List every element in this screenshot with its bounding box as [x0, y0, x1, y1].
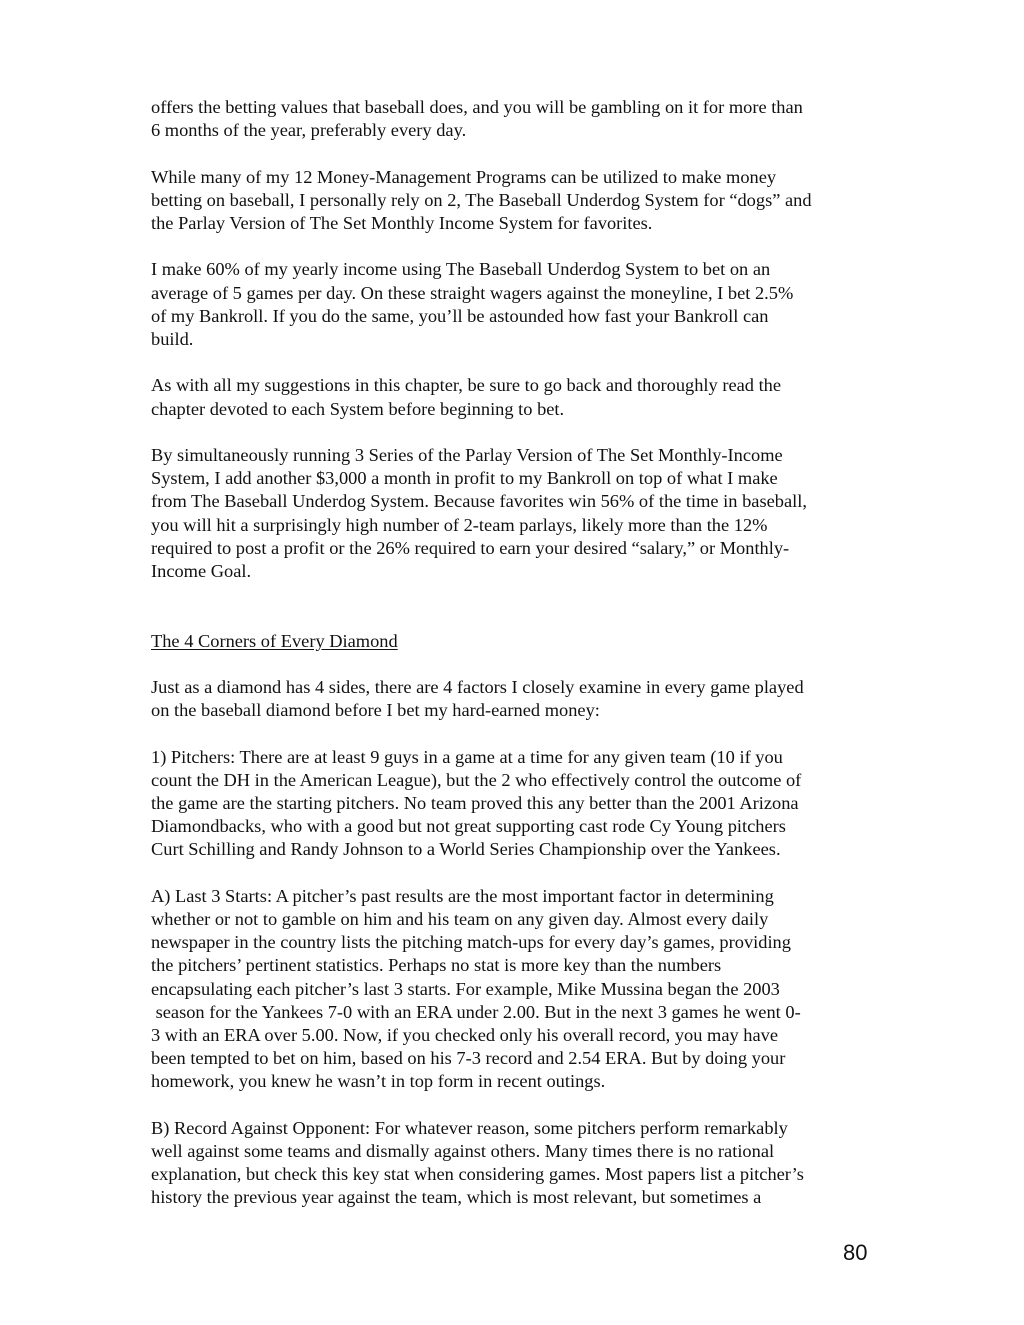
text-line: System, I add another $3,000 a month in profit to my Bankroll on top of what I make: [151, 468, 778, 489]
text-line: whether or not to gamble on him and his team on any given day. Almost every daily: [151, 908, 769, 929]
text-line: the pitchers’ pertinent statistics. Perhaps no stat is more key than the numbers: [151, 955, 722, 976]
text-line: you will hit a surprisingly high number of 2-team parlays, likely more than the 12%: [151, 514, 768, 535]
paragraph: [151, 746, 881, 862]
text-line: Just as a diamond has 4 sides, there are 4 factors I closely examine in every game played: [151, 676, 804, 697]
text-line: 6 months of the year, preferably every day.: [151, 120, 467, 141]
paragraph: [151, 885, 881, 1094]
paragraph-gap: [151, 1094, 881, 1117]
paragraph: [151, 444, 881, 583]
text-line: been tempted to bet on him, based on his 7-3 record and 2.54 ERA. But by doing your: [151, 1048, 786, 1069]
body-text: [151, 96, 881, 1210]
text-line: offers the betting values that baseball does, and you will be gambling on it for more than: [151, 97, 803, 117]
text-line: B) Record Against Opponent: For whatever reason, some pitchers perform remarkably: [151, 1117, 788, 1138]
text-line: betting on baseball, I personally rely on 2, The Baseball Underdog System for “dogs” and: [151, 189, 812, 210]
text-line: While many of my 12 Money-Management Programs can be utilized to make money: [151, 166, 777, 187]
text-line: 1) Pitchers: There are at least 9 guys in a game at a time for any given team (10 if you: [151, 746, 783, 767]
paragraph-gap: [151, 421, 881, 444]
paragraph-gap: [151, 142, 881, 165]
text-line: Curt Schilling and Randy Johnson to a World Series Championship over the Yankees.: [151, 839, 781, 860]
text-line: A) Last 3 Starts: A pitcher’s past results are the most important factor in determining: [151, 885, 774, 906]
text-line: encapsulating each pitcher’s last 3 starts. For example, Mike Mussina began the 2003: [151, 978, 780, 999]
text-line: on the baseball diamond before I bet my hard-earned money:: [151, 700, 600, 721]
text-line: By simultaneously running 3 Series of the Parlay Version of The Set Monthly-Income: [151, 444, 783, 465]
text-line: from The Baseball Underdog System. Because favorites win 56% of the time in baseball,: [151, 491, 807, 512]
text-line: the Parlay Version of The Set Monthly Income System for favorites.: [151, 213, 653, 233]
text-line: season for the Yankees 7-0 with an ERA under 2.00. But in the next 3 games he went 0-: [151, 1001, 801, 1022]
text-line: build.: [151, 329, 194, 349]
text-line: chapter devoted to each System before beginning to bet.: [151, 398, 565, 419]
paragraph-gap: [151, 653, 881, 676]
page-number: 80: [843, 1240, 868, 1265]
paragraph-gap: [151, 722, 881, 745]
text-line: As with all my suggestions in this chapter, be sure to go back and thoroughly read the: [151, 375, 782, 396]
paragraph-gap: [151, 583, 881, 606]
text-line: 3 with an ERA over 5.00. Now, if you checked only his overall record, you may have: [151, 1024, 778, 1045]
paragraph-gap: [151, 351, 881, 374]
text-line: history the previous year against the team, which is most relevant, but sometimes a: [151, 1187, 762, 1208]
paragraph: [151, 1117, 881, 1210]
paragraph: [151, 96, 881, 142]
text-line: required to post a profit or the 26% required to earn your desired “salary,” or Monthly-: [151, 537, 790, 558]
text-line: Income Goal.: [151, 561, 252, 581]
section-heading: The 4 Corners of Every Diamond: [151, 630, 398, 651]
paragraph: [151, 166, 881, 236]
text-line: newspaper in the country lists the pitching match-ups for every day’s games, providing: [151, 932, 791, 953]
text-line: explanation, but check this key stat when considering games. Most papers list a pitcher’s: [151, 1164, 804, 1185]
paragraph-gap: [151, 235, 881, 258]
text-line: I make 60% of my yearly income using The Baseball Underdog System to bet on an: [151, 259, 771, 280]
paragraph-gap: [151, 862, 881, 885]
paragraph: [151, 374, 881, 420]
paragraph-gap: [151, 606, 881, 629]
text-line: well against some teams and dismally against others. Many times there is no rational: [151, 1140, 775, 1161]
text-line: the game are the starting pitchers. No team proved this any better than the 2001 Arizona: [151, 792, 799, 813]
text-line: Diamondbacks, who with a good but not great supporting cast rode Cy Young pitchers: [151, 816, 786, 837]
text-line: count the DH in the American League), but the 2 who effectively control the outcome of: [151, 769, 802, 790]
text-line: homework, you knew he wasn’t in top form in recent outings.: [151, 1071, 606, 1092]
paragraph: [151, 676, 881, 722]
text-line: of my Bankroll. If you do the same, you’ll be astounded how fast your Bankroll can: [151, 305, 769, 326]
paragraph: [151, 258, 881, 351]
text-line: average of 5 games per day. On these straight wagers against the moneyline, I bet 2.5%: [151, 282, 794, 303]
